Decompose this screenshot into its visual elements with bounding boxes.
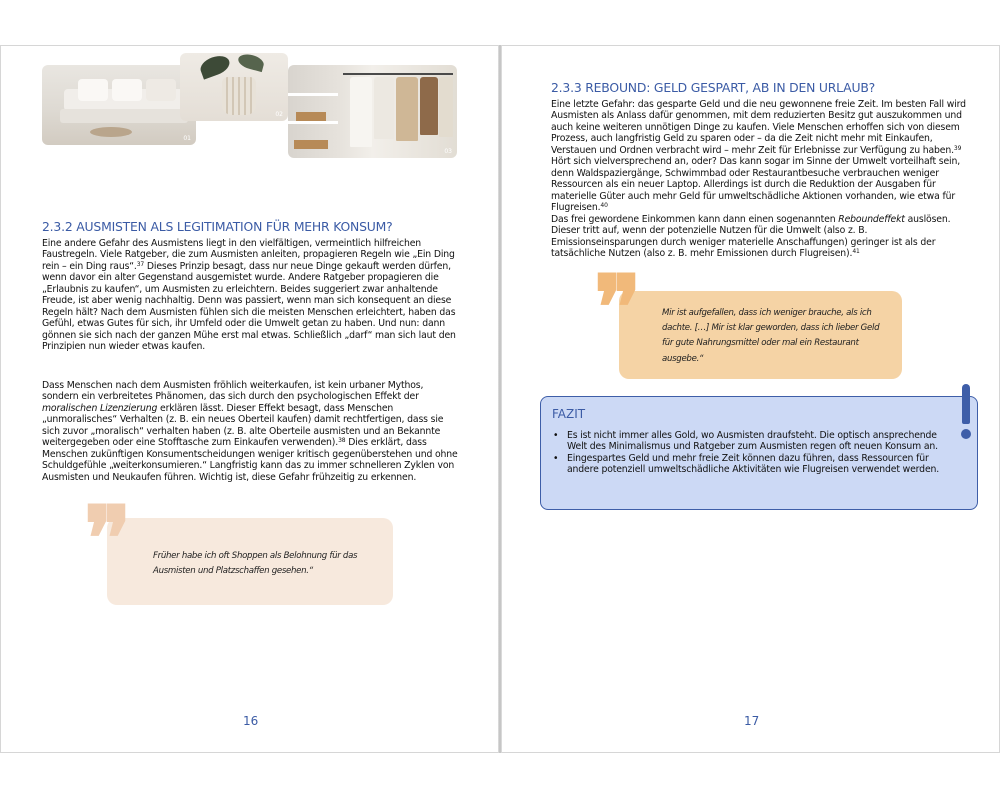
sofa-seat	[60, 109, 188, 123]
text-run: erklären lässt. Dieser Effekt besagt, dass Menschen „unmoralisches“ Verhalten (z. B. ein neues Oberteil kaufen) damit rechtfertigen, dass sie sich zuvor „moralisch“ verhalten haben (z. B. alte Oberteile ausmisten und an Bekannte weitergegeben oder eine Stofftasche zum Einkaufen verwenden).	[42, 402, 444, 449]
photo-number: 02	[275, 111, 283, 118]
pull-quote: Mir ist aufgefallen, dass ich weniger brauche, als ich dachte. […] Mir ist klar geworden, dass ich lieber Geld für gute Nahrungsmittel oder mal ein Restaurant ausgebe.“	[662, 308, 880, 364]
page-number: 16	[243, 714, 259, 728]
leaf-shape	[237, 53, 266, 72]
photo-number: 03	[444, 148, 452, 155]
quote-mark-icon: ❞	[594, 255, 642, 359]
text-run: Hört sich vielversprechend an, oder? Das kann sogar im Sinne der Umwelt vorteilhaft sein, denn Waldspaziergänge, Schwimmbad oder Restaurantbesuche verbrauchen weniger Ressourcen als ein neuer Laptop. Allerdings ist durch die Reduktion der Ausgaben für materielle Güter auch mehr Geld für umweltschädliche Aktionen vorhanden, wie etwa für Flugreisen.	[551, 156, 961, 214]
fazit-list	[551, 430, 956, 476]
exclamation-icon	[962, 384, 970, 424]
page-gutter	[498, 45, 502, 753]
storage-box	[296, 112, 326, 121]
footnote-ref: 38	[338, 437, 346, 445]
section-heading: 2.3.3 REBOUND: GELD GESPART, AB IN DEN URLAUB?	[551, 80, 875, 95]
storage-box	[294, 140, 328, 149]
garment	[374, 77, 394, 139]
coffee-table	[90, 127, 132, 137]
garment	[396, 77, 418, 141]
garment	[350, 77, 372, 147]
photo-vase	[180, 53, 288, 121]
text-run: auslösen. Dieser tritt auf, wenn der potenzielle Nutzen für die Umwelt (also z. B. Emissionseinsparungen durch weniger materielle Anschaffungen) geringer ist als der tatsächliche Nutzen (also z. B. mehr Emissionen durch Flugreisen).	[551, 214, 951, 260]
text-run: Dass Menschen nach dem Ausmisten fröhlich weiterkaufen, ist kein urbaner Mythos, sondern ein verbreitetes Phänomen, das sich durch den psychologischen Effekt der	[42, 380, 424, 403]
text-run: Das frei gewordene Einkommen kann dann einen sogenannten	[551, 214, 839, 225]
fazit-item: • Es ist nicht immer alles Gold, wo Ausmisten draufsteht. Die optisch ansprechende Welt des Minimalismus und Ratgeber zum Ausmisten regen oft neuen Konsum an.	[551, 430, 956, 453]
sofa-pillow	[78, 79, 108, 101]
text-run: Eine andere Gefahr des Ausmistens liegt in den vielfältigen, vermeintlich hilfreichen Faustregeln. Viele Ratgeber, die zum Ausmisten anleiten, propagieren Regeln wie „Ein Ding rein – ein Ding raus“.	[42, 238, 455, 272]
section-heading: 2.3.2 AUSMISTEN ALS LEGITIMATION FÜR MEHR KONSUM?	[42, 219, 393, 234]
garment	[420, 77, 438, 135]
body-paragraph	[551, 214, 971, 260]
quote-mark-icon: ❞	[84, 486, 132, 590]
photo-sofa	[42, 65, 196, 145]
photo-closet	[288, 65, 457, 158]
shelf	[288, 121, 338, 124]
footnote-ref: 40	[600, 202, 608, 210]
sofa-pillow	[146, 79, 176, 101]
body-paragraph	[551, 99, 971, 214]
clothes-rail	[343, 73, 453, 75]
text-run: Eine letzte Gefahr: das gesparte Geld und die neu gewonnene freie Zeit. Im besten Fall wird Ausmisten als Anlass dafür genommen, mit dem reduzierten Besitz gut auszukommen und auch keine weiteren unnötigen Dinge zu kaufen. Viele Menschen erhoffen sich von diesem Prozess, auch langfristig Geld zu sparen oder – da die Zeit nicht mehr mit Einkaufen, Verstauen und Ordnen verbracht wird – mehr Zeit für Erlebnisse zur Verfügung zu haben.	[551, 99, 966, 156]
shelf	[288, 93, 338, 96]
text-run: Dieses Prinzip besagt, dass nur neue Dinge gekauft werden dürfen, wenn davor ein alter Gegenstand ausgemistet wurde. Andere Ratgeber propagieren die „Erlaubnis zu kaufen“, um Ausmisten zu erleichtern. Beides suggeriert zwar anhaltende Freude, ist aber wenig nachhaltig. Denn was passiert, wenn man sich konsequent an diese Regeln hält? Nach dem Ausmisten fühlen sich die meisten Menschen erleichtert, haben das Gefühl, etwas Gutes für sich, ihr Umfeld oder die Umwelt getan zu haben. Und nun: dann gönnen sie sich nach der ganzen Mühe erst mal etwas. Schließlich „darf“ man sich laut den Prinzipien nun wieder etwas kaufen.	[42, 260, 456, 353]
vase-shape	[222, 77, 256, 115]
leaf-shape	[198, 53, 232, 80]
fazit-title: FAZIT	[552, 407, 586, 421]
sofa-pillow	[112, 79, 142, 101]
emphasis-term: Reboundeffekt	[838, 214, 905, 225]
body-paragraph	[42, 238, 460, 353]
photo-number: 01	[183, 135, 191, 142]
garment	[439, 77, 453, 137]
body-paragraph	[42, 380, 460, 483]
fazit-box	[540, 396, 978, 510]
pull-quote: Früher habe ich oft Shoppen als Belohnung für das Ausmisten und Platzschaffen gesehen.“	[153, 551, 358, 577]
exclamation-dot	[961, 429, 971, 439]
emphasis-term: moralischen Lizenzierung	[42, 402, 158, 414]
page-number: 17	[744, 714, 760, 728]
fazit-item: • Eingespartes Geld und mehr freie Zeit können dazu führen, dass Ressourcen für andere potenziell umweltschädliche Aktivitäten wie Flugreisen verwendet werden.	[551, 453, 956, 476]
footnote-ref: 41	[852, 248, 860, 256]
text-run: Dies erklärt, dass Menschen zukünftigen Konsumentscheidungen weniger kritisch gegenüberstehen und ohne Schuldgefühle „weiterkonsumieren.“ Langfristig kann das zu immer schnelleren Zyklen von Ausmisten und Neukaufen führen. Wichtig ist, diese Gefahr frühzeitig zu erkennen.	[42, 437, 458, 483]
footnote-ref: 37	[136, 260, 145, 268]
footnote-ref: 39	[953, 144, 962, 152]
